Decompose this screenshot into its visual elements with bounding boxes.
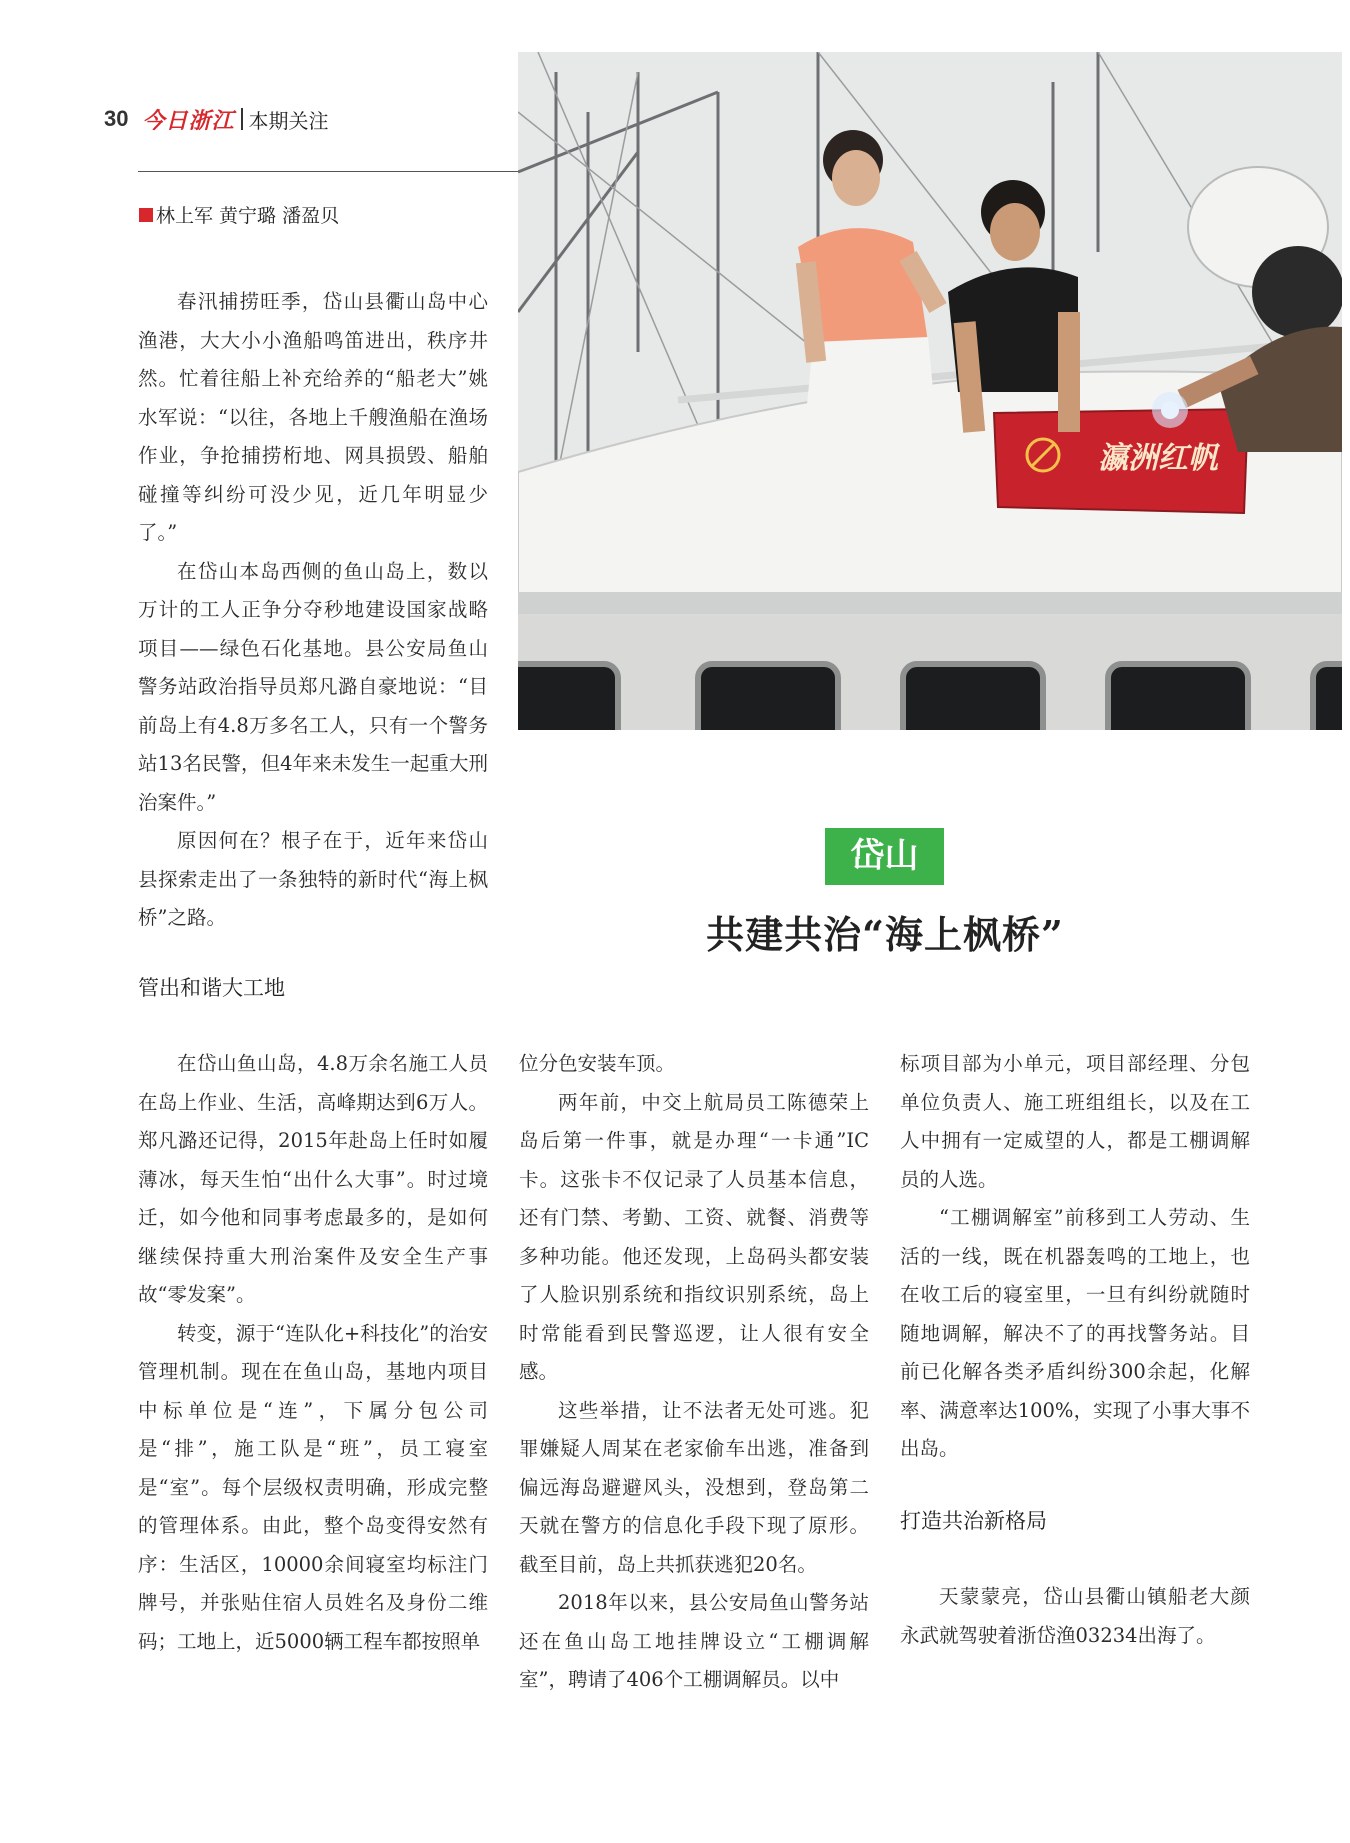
intro-paragraph: 春汛捕捞旺季，岱山县衢山岛中心渔港，大大小小渔船鸣笛进出，秩序井然。忙着往船上补充给养的“船老大”姚水军说：“以往，各地上千艘渔船在渔场作业，争抢捕捞桁地、网具损毁、船舶碰撞等纠纷可没少见，近几年明显少了。” [138,290,488,544]
body-paragraph-continued: 位分色安装车顶。 [519,1052,676,1075]
body-paragraph: 这些举措，让不法者无处可逃。犯罪嫌疑人周某在老家偷车出逃，准备到偏远海岛避避风头，没想到，登岛第二天就在警方的信息化手段下现了原形。截至目前，岛上共抓获逃犯20名。 [519,1398,869,1576]
body-paragraph: 天蒙蒙亮，岱山县衢山镇船老大颜永武就驾驶着浙岱渔03234出海了。 [900,1585,1250,1647]
intro-paragraph: 原因何在？根子在于，近年来岱山县探索走出了一条独特的新时代“海上枫桥”之路。 [138,829,488,929]
body-paragraph-continued: 标项目部为小单元，项目部经理、分包单位负责人、施工班组组长，以及在工人中拥有一定威望的人，都是工棚调解员的人选。 [900,1052,1250,1191]
body-paragraph: 在岱山鱼山岛，4.8万余名施工人员在岛上作业、生活，高峰期达到6万人。郑凡潞还记得，2015年赴岛上任时如履薄冰，每天生怕“出什么大事”。时过境迁，如今他和同事考虑最多的，是如何继续保持重大刑治案件及安全生产事故“零发案”。 [138,1052,488,1306]
section2-column [900,1578,1250,1655]
banner-text: 瀛洲红帆 [1098,441,1218,476]
article-headline: 共建共治“海上枫桥” [706,912,1064,957]
section-name: 本期关注 [248,108,329,133]
body-paragraph: 转变，源于“连队化+科技化”的治安管理机制。现在在鱼山岛，基地内项目中标单位是“连”，下属分包公司是“排”，施工队是“班”，员工寝室是“室”。每个层级权责明确，形成完整的管理体系。由此，整个岛变得安然有序：生活区，10000余间寝室均标注门牌号，并张贴住宿人员姓名及身份二维码；工地上，近5000辆工程车都按照单 [138,1321,488,1653]
ship-photo-illustration [518,52,1342,730]
article-photo [518,52,1342,730]
header-rule [138,171,518,172]
section-heading: 打造共治新格局 [900,1509,1047,1533]
byline [139,201,339,228]
body-column-3 [900,1045,1250,1469]
magazine-logo: 今日浙江 [142,107,235,134]
body-paragraph: 2018年以来，县公安局鱼山警务站还在鱼山岛工地挂牌设立“工棚调解室”，聘请了406个工棚调解员。以中 [519,1591,869,1691]
section-heading: 管出和谐大工地 [138,976,285,1000]
header-divider [241,108,243,130]
body-column-2 [519,1045,869,1700]
byline-square-icon [139,208,153,222]
body-column-1 [138,1045,488,1661]
page-number: 30 [104,106,129,131]
body-paragraph: 两年前，中交上航局员工陈德荣上岛后第一件事，就是办理“一卡通”IC卡。这张卡不仅记录了人员基本信息，还有门禁、考勤、工资、就餐、消费等多种功能。他还发现，上岛码头都安装了人脸识别系统和指纹识别系统，岛上时常能看到民警巡逻，让人很有安全感。 [519,1090,869,1383]
body-paragraph: “工棚调解室”前移到工人劳动、生活的一线，既在机器轰鸣的工地上，也在收工后的寝室里，一旦有纠纷就随时随地调解，解决不了的再找警务站。目前已化解各类矛盾纠纷300余起，化解率、满意率达100%，实现了小事大事不出岛。 [900,1206,1250,1460]
intro-column [138,283,488,938]
byline-authors: 林上军 黄宁璐 潘盈贝 [156,205,340,227]
page-header [104,103,329,135]
intro-paragraph: 在岱山本岛西侧的鱼山岛上，数以万计的工人正争分夺秒地建设国家战略项目——绿色石化基地。县公安局鱼山警务站政治指导员郑凡潞自豪地说：“目前岛上有4.8万多名工人，只有一个警务站13名民警，但4年来未发生一起重大刑治案件。” [138,559,488,814]
location-tag: 岱山 [825,828,944,885]
